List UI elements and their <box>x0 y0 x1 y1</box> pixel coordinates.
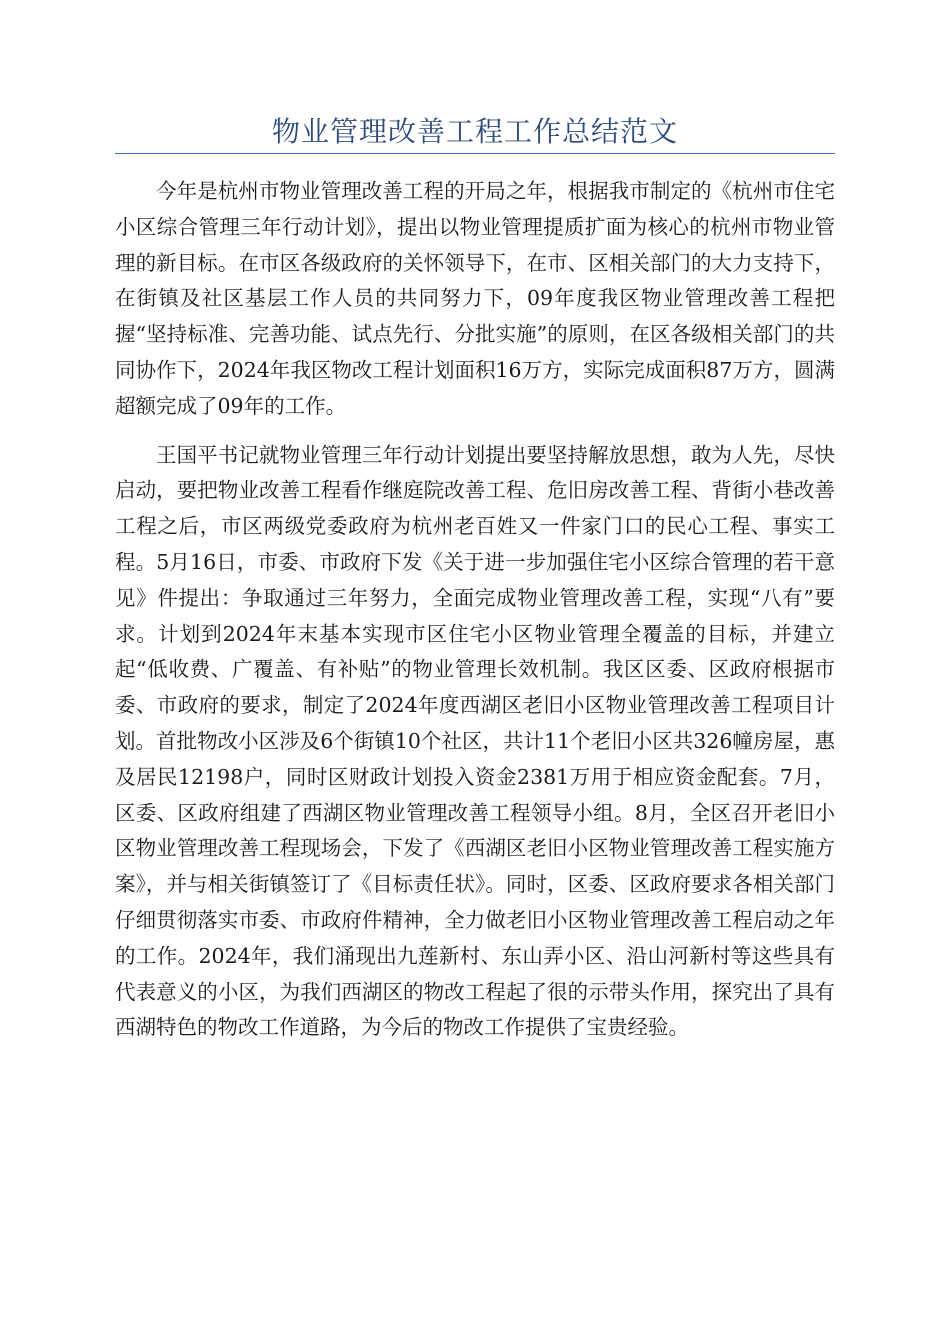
title-underline <box>115 153 835 154</box>
document-title: 物业管理改善工程工作总结范文 <box>271 115 678 148</box>
paragraph-2: 王国平书记就物业管理三年行动计划提出要坚持解放思想，敢为人先，尽快启动，要把物业改善工程看作继庭院改善工程、危旧房改善工程、背街小巷改善工程之后，市区两级党委政府为杭州老百姓又一件家门口的民心工程、事实工程。5月16日，市委、市政府下发《关于进一步加强住宅小区综合管理的若干意见》件提出：争取通过三年努力，全面完成物业管理改善工程，实现“八有”要求。计划到2024年末基本实现市区住宅小区物业管理全覆盖的目标，并建立起“低收费、广覆盖、有补贴”的物业管理长效机制。我区区委、区政府根据市委、市政府的要求，制定了2024年度西湖区老旧小区物业管理改善工程项目计划。首批物改小区涉及6个街镇10个社区，共计11个老旧小区共326幢房屋，惠及居民12198户，同时区财政计划投入资金2381万用于相应资金配套。7月，区委、区政府组建了西湖区物业管理改善工程领导小组。8月，全区召开老旧小区物业管理改善工程现场会，下发了《西湖区老旧小区物业管理改善工程实施方案》，并与相关街镇签订了《目标责任状》。同时，区委、区政府要求各相关部门仔细贯彻落实市委、市政府件精神，全力做老旧小区物业管理改善工程启动之年的工作。2024年，我们涌现出九莲新村、东山弄小区、沿山河新村等这些具有代表意义的小区，为我们西湖区的物改工程起了很的示带头作用，探究出了具有西湖特色的物改工作道路，为今后的物改工作提供了宝贵经验。 <box>115 442 835 1040</box>
paragraph-1: 今年是杭州市物业管理改善工程的开局之年，根据我市制定的《杭州市住宅小区综合管理三年行动计划》，提出以物业管理提质扩面为核心的杭州市物业管理的新目标。在市区各级政府的关怀领导下，在市、区相关部门的大力支持下，在街镇及社区基层工作人员的共同努力下，09年度我区物业管理改善工程把握“坚持标准、完善功能、试点先行、分批实施”的原则，在区各级相关部门的共同协作下，2024年我区物改工程计划面积16万方，实际完成面积87万方，圆满超额完成了09年的工作。 <box>115 179 835 418</box>
document-body <box>115 174 835 1046</box>
